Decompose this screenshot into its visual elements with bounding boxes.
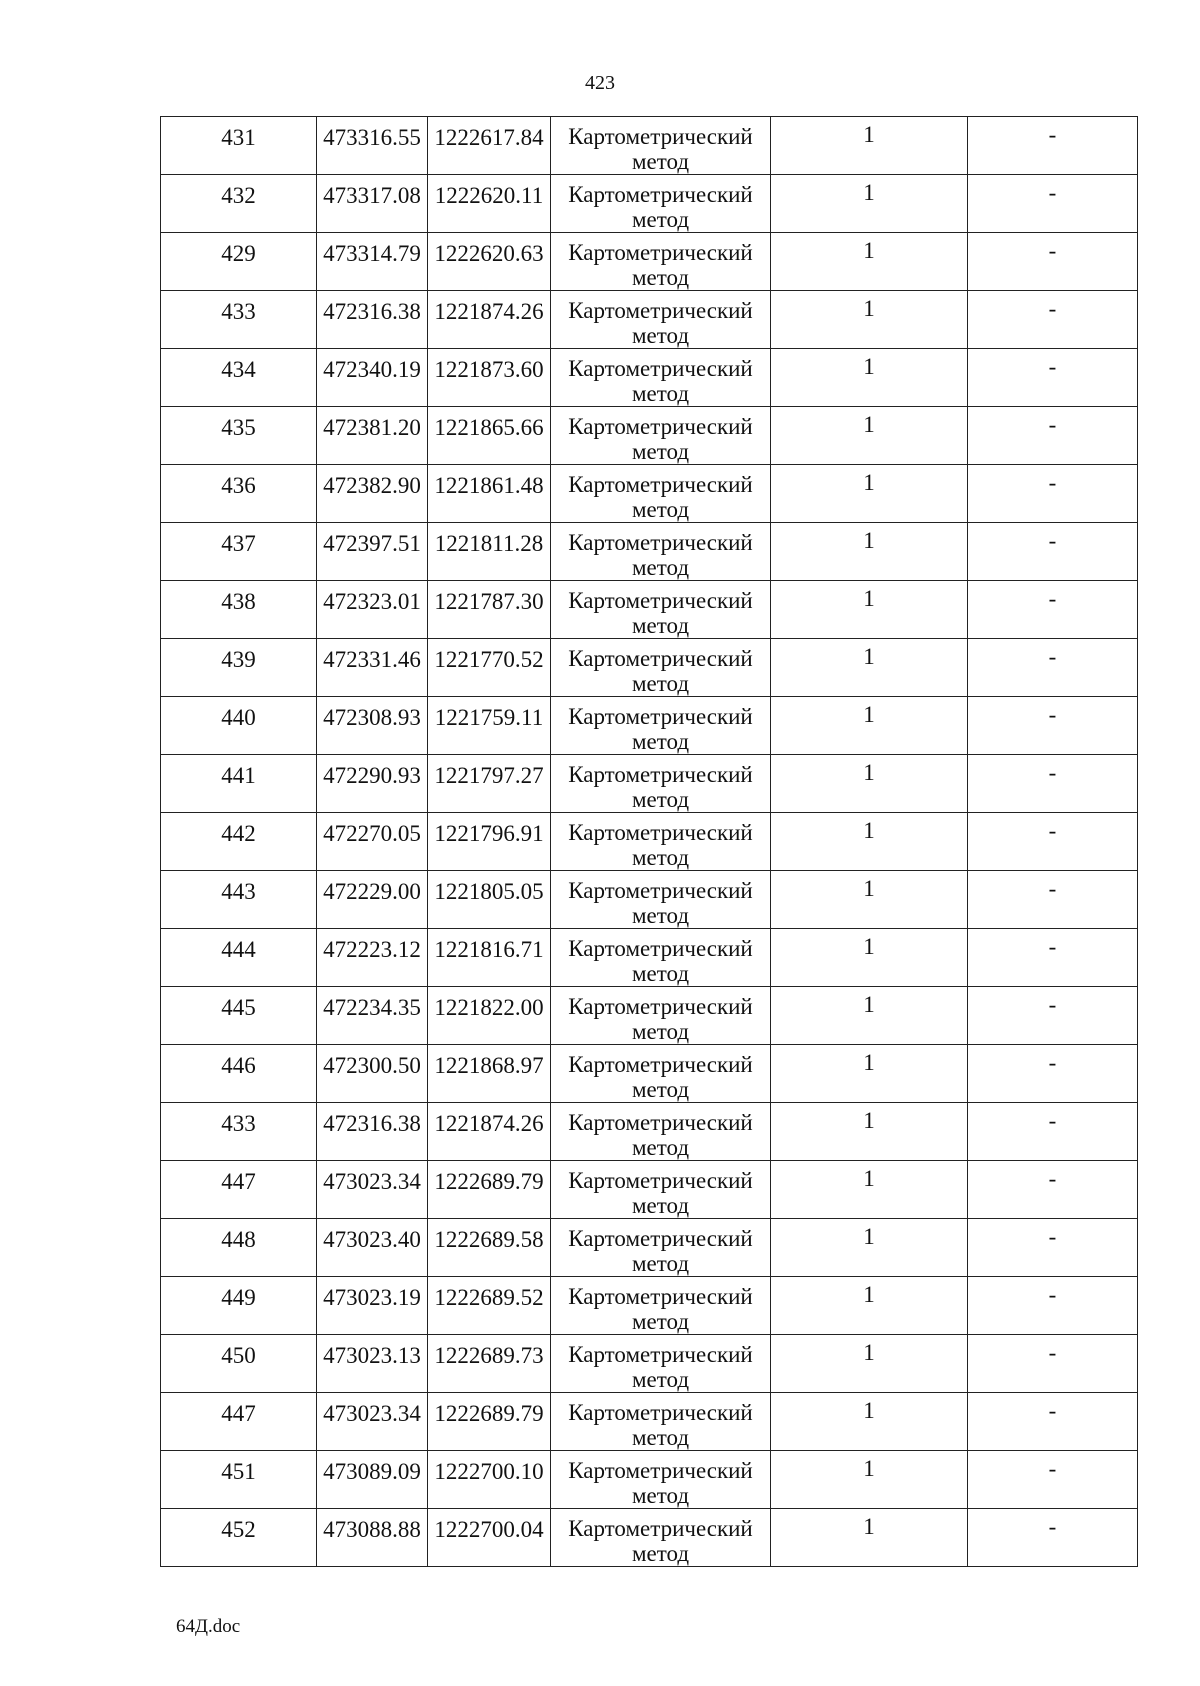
table-row (161, 117, 1138, 175)
note-cell: - (968, 1045, 1138, 1103)
y-coordinate-cell: 1221874.26 (428, 291, 551, 349)
point-number-cell: 429 (161, 233, 317, 291)
y-coordinate-cell: 1221861.48 (428, 465, 551, 523)
method-cell (551, 1509, 771, 1567)
point-number-cell: 448 (161, 1219, 317, 1277)
point-number-cell: 436 (161, 465, 317, 523)
point-number-cell: 437 (161, 523, 317, 581)
x-coordinate-cell: 473023.13 (317, 1335, 428, 1393)
method-line-2: метод (631, 381, 690, 406)
table-row (161, 929, 1138, 987)
x-coordinate-cell: 472223.12 (317, 929, 428, 987)
accuracy-cell: 1 (771, 1335, 968, 1393)
method-cell (551, 523, 771, 581)
y-coordinate-cell: 1221865.66 (428, 407, 551, 465)
method-line-2: метод (631, 787, 690, 812)
y-coordinate-cell: 1222689.52 (428, 1277, 551, 1335)
method-cell (551, 175, 771, 233)
table-row (161, 407, 1138, 465)
point-number-cell: 442 (161, 813, 317, 871)
table-row (161, 1219, 1138, 1277)
x-coordinate-cell: 472323.01 (317, 581, 428, 639)
x-coordinate-cell: 472316.38 (317, 1103, 428, 1161)
method-cell (551, 1335, 771, 1393)
x-coordinate-cell: 473314.79 (317, 233, 428, 291)
accuracy-cell: 1 (771, 1045, 968, 1103)
method-line-2: метод (631, 497, 690, 522)
method-line-1: Картометрический (568, 936, 753, 961)
note-cell: - (968, 175, 1138, 233)
point-number-cell: 450 (161, 1335, 317, 1393)
x-coordinate-cell: 473088.88 (317, 1509, 428, 1567)
table-row (161, 639, 1138, 697)
x-coordinate-cell: 473023.34 (317, 1393, 428, 1451)
x-coordinate-cell: 472316.38 (317, 291, 428, 349)
x-coordinate-cell: 472229.00 (317, 871, 428, 929)
table-row (161, 465, 1138, 523)
method-cell (551, 813, 771, 871)
table-row (161, 349, 1138, 407)
point-number-cell: 452 (161, 1509, 317, 1567)
point-number-cell: 447 (161, 1161, 317, 1219)
y-coordinate-cell: 1221796.91 (428, 813, 551, 871)
accuracy-cell: 1 (771, 1161, 968, 1219)
note-cell: - (968, 639, 1138, 697)
accuracy-cell: 1 (771, 813, 968, 871)
method-line-1: Картометрический (568, 1516, 753, 1541)
method-line-1: Картометрический (568, 1458, 753, 1483)
accuracy-cell: 1 (771, 929, 968, 987)
method-line-1: Картометрический (568, 356, 753, 381)
point-number-cell: 449 (161, 1277, 317, 1335)
note-cell: - (968, 581, 1138, 639)
y-coordinate-cell: 1222689.79 (428, 1161, 551, 1219)
method-line-2: метод (631, 1541, 690, 1566)
note-cell: - (968, 871, 1138, 929)
point-number-cell: 451 (161, 1451, 317, 1509)
point-number-cell: 438 (161, 581, 317, 639)
note-cell: - (968, 813, 1138, 871)
method-cell (551, 1045, 771, 1103)
note-cell: - (968, 291, 1138, 349)
y-coordinate-cell: 1221805.05 (428, 871, 551, 929)
x-coordinate-cell: 472234.35 (317, 987, 428, 1045)
method-line-1: Картометрический (568, 182, 753, 207)
method-cell (551, 697, 771, 755)
x-coordinate-cell: 472381.20 (317, 407, 428, 465)
accuracy-cell: 1 (771, 349, 968, 407)
table-row (161, 1451, 1138, 1509)
method-line-1: Картометрический (568, 878, 753, 903)
note-cell: - (968, 1277, 1138, 1335)
x-coordinate-cell: 473089.09 (317, 1451, 428, 1509)
point-number-cell: 440 (161, 697, 317, 755)
note-cell: - (968, 929, 1138, 987)
method-line-2: метод (631, 1483, 690, 1508)
method-line-1: Картометрический (568, 1400, 753, 1425)
method-line-1: Картометрический (568, 820, 753, 845)
accuracy-cell: 1 (771, 117, 968, 175)
y-coordinate-cell: 1221811.28 (428, 523, 551, 581)
point-number-cell: 447 (161, 1393, 317, 1451)
y-coordinate-cell: 1222617.84 (428, 117, 551, 175)
table-row (161, 291, 1138, 349)
method-cell (551, 407, 771, 465)
y-coordinate-cell: 1221868.97 (428, 1045, 551, 1103)
table-row (161, 581, 1138, 639)
y-coordinate-cell: 1222700.10 (428, 1451, 551, 1509)
method-cell (551, 1393, 771, 1451)
method-line-2: метод (631, 961, 690, 986)
method-line-2: метод (631, 1251, 690, 1276)
accuracy-cell: 1 (771, 755, 968, 813)
method-line-1: Картометрический (568, 298, 753, 323)
footer-file-name: 64Д.doc (176, 1616, 241, 1637)
accuracy-cell: 1 (771, 233, 968, 291)
method-line-1: Картометрический (568, 704, 753, 729)
note-cell: - (968, 349, 1138, 407)
point-number-cell: 435 (161, 407, 317, 465)
accuracy-cell: 1 (771, 1509, 968, 1567)
method-line-2: метод (631, 555, 690, 580)
point-number-cell: 434 (161, 349, 317, 407)
x-coordinate-cell: 472300.50 (317, 1045, 428, 1103)
y-coordinate-cell: 1221787.30 (428, 581, 551, 639)
table-row (161, 813, 1138, 871)
table-row (161, 233, 1138, 291)
method-line-2: метод (631, 1309, 690, 1334)
point-number-cell: 432 (161, 175, 317, 233)
point-number-cell: 443 (161, 871, 317, 929)
x-coordinate-cell: 472308.93 (317, 697, 428, 755)
accuracy-cell: 1 (771, 697, 968, 755)
method-cell (551, 929, 771, 987)
accuracy-cell: 1 (771, 1219, 968, 1277)
accuracy-cell: 1 (771, 465, 968, 523)
note-cell: - (968, 1103, 1138, 1161)
y-coordinate-cell: 1222620.11 (428, 175, 551, 233)
note-cell: - (968, 233, 1138, 291)
method-line-2: метод (631, 845, 690, 870)
method-cell (551, 755, 771, 813)
method-line-2: метод (631, 207, 690, 232)
x-coordinate-cell: 472290.93 (317, 755, 428, 813)
table-row (161, 523, 1138, 581)
method-line-2: метод (631, 1077, 690, 1102)
y-coordinate-cell: 1221816.71 (428, 929, 551, 987)
method-cell (551, 1103, 771, 1161)
point-number-cell: 431 (161, 117, 317, 175)
x-coordinate-cell: 473316.55 (317, 117, 428, 175)
method-line-2: метод (631, 439, 690, 464)
y-coordinate-cell: 1221797.27 (428, 755, 551, 813)
method-line-1: Картометрический (568, 1110, 753, 1135)
method-line-1: Картометрический (568, 124, 753, 149)
y-coordinate-cell: 1221822.00 (428, 987, 551, 1045)
method-line-1: Картометрический (568, 588, 753, 613)
method-line-2: метод (631, 729, 690, 754)
method-cell (551, 1451, 771, 1509)
note-cell: - (968, 465, 1138, 523)
y-coordinate-cell: 1221770.52 (428, 639, 551, 697)
accuracy-cell: 1 (771, 1451, 968, 1509)
note-cell: - (968, 407, 1138, 465)
point-number-cell: 444 (161, 929, 317, 987)
x-coordinate-cell: 473023.40 (317, 1219, 428, 1277)
note-cell: - (968, 755, 1138, 813)
note-cell: - (968, 1335, 1138, 1393)
method-line-1: Картометрический (568, 472, 753, 497)
method-line-2: метод (631, 1367, 690, 1392)
method-cell (551, 1161, 771, 1219)
note-cell: - (968, 987, 1138, 1045)
table-row (161, 1103, 1138, 1161)
coordinates-table-container (160, 116, 1137, 1567)
method-line-2: метод (631, 265, 690, 290)
accuracy-cell: 1 (771, 871, 968, 929)
method-line-1: Картометрический (568, 1342, 753, 1367)
table-row (161, 697, 1138, 755)
method-line-2: метод (631, 149, 690, 174)
accuracy-cell: 1 (771, 1277, 968, 1335)
y-coordinate-cell: 1222689.58 (428, 1219, 551, 1277)
method-line-1: Картометрический (568, 414, 753, 439)
point-number-cell: 433 (161, 291, 317, 349)
point-number-cell: 433 (161, 1103, 317, 1161)
table-row (161, 1335, 1138, 1393)
method-line-1: Картометрический (568, 1052, 753, 1077)
y-coordinate-cell: 1221759.11 (428, 697, 551, 755)
x-coordinate-cell: 472270.05 (317, 813, 428, 871)
accuracy-cell: 1 (771, 987, 968, 1045)
method-line-2: метод (631, 1425, 690, 1450)
accuracy-cell: 1 (771, 1393, 968, 1451)
method-cell (551, 1219, 771, 1277)
table-row (161, 1277, 1138, 1335)
method-line-1: Картометрический (568, 1226, 753, 1251)
method-cell (551, 639, 771, 697)
note-cell: - (968, 1219, 1138, 1277)
method-line-2: метод (631, 903, 690, 928)
accuracy-cell: 1 (771, 581, 968, 639)
table-row (161, 1161, 1138, 1219)
table-row (161, 1393, 1138, 1451)
x-coordinate-cell: 472382.90 (317, 465, 428, 523)
y-coordinate-cell: 1221874.26 (428, 1103, 551, 1161)
accuracy-cell: 1 (771, 291, 968, 349)
note-cell: - (968, 1161, 1138, 1219)
table-row (161, 755, 1138, 813)
accuracy-cell: 1 (771, 1103, 968, 1161)
note-cell: - (968, 117, 1138, 175)
method-cell (551, 349, 771, 407)
method-line-2: метод (631, 1193, 690, 1218)
x-coordinate-cell: 472397.51 (317, 523, 428, 581)
method-line-2: метод (631, 1135, 690, 1160)
method-cell (551, 291, 771, 349)
table-row (161, 175, 1138, 233)
method-line-1: Картометрический (568, 646, 753, 671)
method-line-1: Картометрический (568, 1168, 753, 1193)
x-coordinate-cell: 473023.19 (317, 1277, 428, 1335)
note-cell: - (968, 1509, 1138, 1567)
method-cell (551, 581, 771, 639)
method-line-1: Картометрический (568, 762, 753, 787)
method-line-1: Картометрический (568, 530, 753, 555)
x-coordinate-cell: 473023.34 (317, 1161, 428, 1219)
method-cell (551, 233, 771, 291)
table-row (161, 987, 1138, 1045)
method-cell (551, 465, 771, 523)
x-coordinate-cell: 473317.08 (317, 175, 428, 233)
point-number-cell: 446 (161, 1045, 317, 1103)
y-coordinate-cell: 1222700.04 (428, 1509, 551, 1567)
note-cell: - (968, 1451, 1138, 1509)
y-coordinate-cell: 1222689.79 (428, 1393, 551, 1451)
table-row (161, 871, 1138, 929)
accuracy-cell: 1 (771, 407, 968, 465)
method-cell (551, 871, 771, 929)
table-row (161, 1045, 1138, 1103)
page-number: 423 (585, 72, 615, 94)
method-line-1: Картометрический (568, 1284, 753, 1309)
note-cell: - (968, 523, 1138, 581)
method-line-2: метод (631, 323, 690, 348)
accuracy-cell: 1 (771, 639, 968, 697)
method-line-1: Картометрический (568, 994, 753, 1019)
accuracy-cell: 1 (771, 175, 968, 233)
method-line-2: метод (631, 613, 690, 638)
method-line-2: метод (631, 1019, 690, 1044)
method-cell (551, 987, 771, 1045)
method-line-1: Картометрический (568, 240, 753, 265)
point-number-cell: 445 (161, 987, 317, 1045)
x-coordinate-cell: 472331.46 (317, 639, 428, 697)
method-cell (551, 117, 771, 175)
point-number-cell: 441 (161, 755, 317, 813)
y-coordinate-cell: 1222689.73 (428, 1335, 551, 1393)
x-coordinate-cell: 472340.19 (317, 349, 428, 407)
note-cell: - (968, 697, 1138, 755)
table-body (161, 117, 1138, 1567)
method-line-2: метод (631, 671, 690, 696)
y-coordinate-cell: 1222620.63 (428, 233, 551, 291)
table-row (161, 1509, 1138, 1567)
note-cell: - (968, 1393, 1138, 1451)
accuracy-cell: 1 (771, 523, 968, 581)
point-number-cell: 439 (161, 639, 317, 697)
coordinates-table (160, 116, 1138, 1567)
y-coordinate-cell: 1221873.60 (428, 349, 551, 407)
method-cell (551, 1277, 771, 1335)
